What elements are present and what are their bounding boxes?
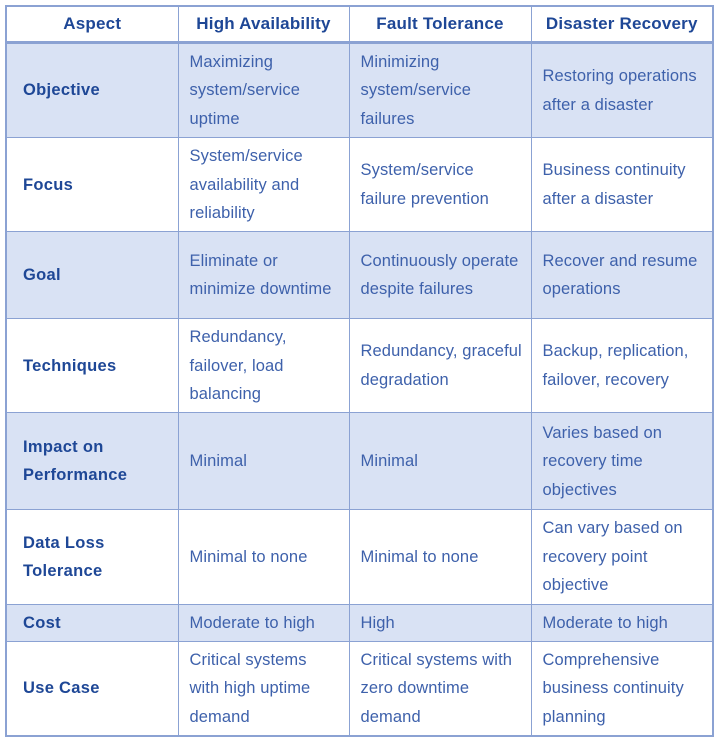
aspect-cell: Focus [6,138,178,232]
table-row [6,319,713,413]
aspect-cell: Goal [6,232,178,319]
value-cell: Business continuity after a disaster [531,138,713,232]
table-row [6,604,713,641]
value-cell: Minimal to none [178,510,349,604]
value-cell: Critical systems with zero downtime demand [349,641,531,736]
column-header-disaster-recovery: Disaster Recovery [531,6,713,43]
table-header [6,6,713,43]
aspect-cell: Impact on Performance [6,413,178,510]
value-cell: Moderate to high [178,604,349,641]
table-row [6,413,713,510]
value-cell: Can vary based on recovery point objective [531,510,713,604]
value-cell: Varies based on recovery time objectives [531,413,713,510]
table-row [6,43,713,138]
aspect-cell: Objective [6,43,178,138]
header-row [6,6,713,43]
column-header-aspect: Aspect [6,6,178,43]
value-cell: Minimal [178,413,349,510]
value-cell: System/service availability and reliability [178,138,349,232]
value-cell: Backup, replication, failover, recovery [531,319,713,413]
value-cell: Minimizing system/service failures [349,43,531,138]
aspect-cell: Data Loss Tolerance [6,510,178,604]
value-cell: Minimal to none [349,510,531,604]
value-cell: Recover and resume operations [531,232,713,319]
comparison-table [5,5,714,737]
value-cell: Restoring operations after a disaster [531,43,713,138]
table-row [6,232,713,319]
value-cell: Critical systems with high uptime demand [178,641,349,736]
comparison-table-container [5,5,714,737]
value-cell: Eliminate or minimize downtime [178,232,349,319]
table-body [6,43,713,737]
value-cell: Comprehensive business continuity planning [531,641,713,736]
table-row [6,510,713,604]
table-row [6,641,713,736]
value-cell: Redundancy, graceful degradation [349,319,531,413]
aspect-cell: Cost [6,604,178,641]
value-cell: System/service failure prevention [349,138,531,232]
value-cell: Moderate to high [531,604,713,641]
column-header-fault-tolerance: Fault Tolerance [349,6,531,43]
column-header-high-availability: High Availability [178,6,349,43]
value-cell: Redundancy, failover, load balancing [178,319,349,413]
aspect-cell: Techniques [6,319,178,413]
table-row [6,138,713,232]
value-cell: High [349,604,531,641]
value-cell: Minimal [349,413,531,510]
value-cell: Continuously operate despite failures [349,232,531,319]
value-cell: Maximizing system/service uptime [178,43,349,138]
aspect-cell: Use Case [6,641,178,736]
